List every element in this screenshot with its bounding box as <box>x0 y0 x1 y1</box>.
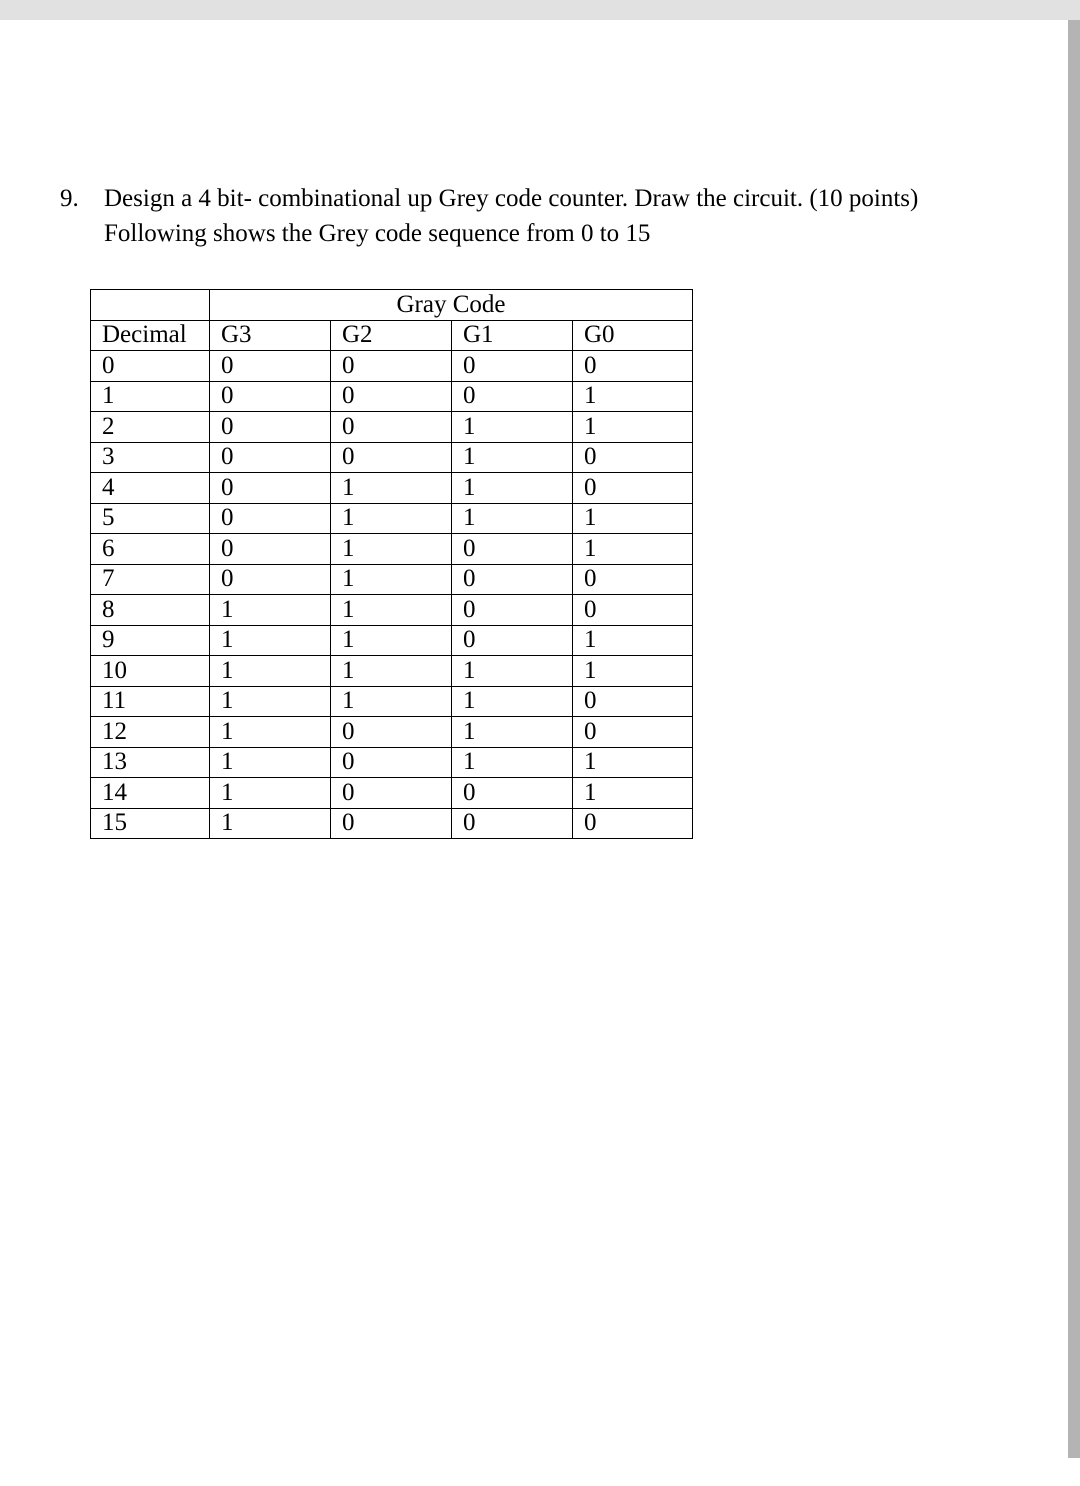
header-g3: G3 <box>210 320 331 351</box>
table-group-header-row <box>91 290 693 321</box>
question-number: 9. <box>60 185 79 212</box>
table-corner-cell <box>91 290 210 321</box>
cell-g3: 0 <box>210 351 331 382</box>
cell-g2: 1 <box>331 686 452 717</box>
table-row <box>91 747 693 778</box>
cell-g0: 1 <box>573 625 693 656</box>
cell-g2: 0 <box>331 717 452 748</box>
cell-g1: 1 <box>452 442 573 473</box>
cell-g1: 0 <box>452 595 573 626</box>
header-g2: G2 <box>331 320 452 351</box>
cell-g3: 1 <box>210 747 331 778</box>
table-row <box>91 686 693 717</box>
gray-code-group-header: Gray Code <box>210 290 693 321</box>
cell-g1: 0 <box>452 808 573 839</box>
cell-g0: 0 <box>573 351 693 382</box>
table-row <box>91 625 693 656</box>
cell-g2: 1 <box>331 595 452 626</box>
cell-g0: 1 <box>573 503 693 534</box>
table-row <box>91 778 693 809</box>
cell-g2: 1 <box>331 564 452 595</box>
cell-g2: 0 <box>331 442 452 473</box>
cell-g2: 1 <box>331 534 452 565</box>
cell-g1: 1 <box>452 747 573 778</box>
cell-decimal: 7 <box>91 564 210 595</box>
table-header-row <box>91 320 693 351</box>
cell-decimal: 5 <box>91 503 210 534</box>
table-row <box>91 564 693 595</box>
cell-decimal: 14 <box>91 778 210 809</box>
table-row <box>91 808 693 839</box>
cell-g0: 1 <box>573 381 693 412</box>
cell-g1: 0 <box>452 778 573 809</box>
cell-g2: 1 <box>331 473 452 504</box>
cell-g2: 0 <box>331 412 452 443</box>
table-row <box>91 473 693 504</box>
cell-decimal: 3 <box>91 442 210 473</box>
cell-g2: 1 <box>331 503 452 534</box>
cell-g0: 0 <box>573 473 693 504</box>
cell-g0: 0 <box>573 442 693 473</box>
cell-g3: 0 <box>210 412 331 443</box>
cell-g1: 1 <box>452 686 573 717</box>
cell-g1: 0 <box>452 351 573 382</box>
cell-g3: 1 <box>210 808 331 839</box>
cell-decimal: 8 <box>91 595 210 626</box>
header-g1: G1 <box>452 320 573 351</box>
cell-decimal: 4 <box>91 473 210 504</box>
right-scrollbar[interactable] <box>1068 20 1080 1458</box>
cell-g1: 0 <box>452 625 573 656</box>
gray-code-table <box>90 289 693 839</box>
cell-g1: 1 <box>452 503 573 534</box>
cell-g3: 1 <box>210 595 331 626</box>
cell-g1: 0 <box>452 564 573 595</box>
table-row <box>91 351 693 382</box>
table-body <box>91 351 693 839</box>
table-row <box>91 534 693 565</box>
header-g0: G0 <box>573 320 693 351</box>
table-row <box>91 412 693 443</box>
cell-decimal: 0 <box>91 351 210 382</box>
cell-g2: 0 <box>331 778 452 809</box>
header-decimal: Decimal <box>91 320 210 351</box>
cell-g1: 1 <box>452 656 573 687</box>
cell-g0: 0 <box>573 686 693 717</box>
cell-g0: 0 <box>573 717 693 748</box>
cell-g1: 1 <box>452 412 573 443</box>
top-border <box>0 0 1080 20</box>
cell-g3: 1 <box>210 778 331 809</box>
cell-decimal: 15 <box>91 808 210 839</box>
cell-g3: 1 <box>210 717 331 748</box>
cell-g3: 1 <box>210 686 331 717</box>
question-text-line-1: Design a 4 bit- combinational up Grey code counter. Draw the circuit. (10 points) <box>104 185 919 212</box>
cell-decimal: 13 <box>91 747 210 778</box>
cell-decimal: 9 <box>91 625 210 656</box>
cell-g3: 0 <box>210 442 331 473</box>
table-row <box>91 717 693 748</box>
cell-g0: 1 <box>573 656 693 687</box>
cell-g3: 0 <box>210 534 331 565</box>
cell-g1: 0 <box>452 381 573 412</box>
cell-g0: 0 <box>573 808 693 839</box>
cell-g2: 0 <box>331 381 452 412</box>
cell-decimal: 6 <box>91 534 210 565</box>
cell-g3: 0 <box>210 503 331 534</box>
cell-g1: 1 <box>452 473 573 504</box>
cell-g0: 1 <box>573 778 693 809</box>
cell-g1: 1 <box>452 717 573 748</box>
cell-g2: 1 <box>331 656 452 687</box>
cell-decimal: 2 <box>91 412 210 443</box>
cell-g3: 1 <box>210 656 331 687</box>
table-row <box>91 442 693 473</box>
table-row <box>91 503 693 534</box>
cell-g2: 0 <box>331 351 452 382</box>
cell-g3: 0 <box>210 381 331 412</box>
cell-decimal: 11 <box>91 686 210 717</box>
table-row <box>91 595 693 626</box>
cell-g2: 0 <box>331 747 452 778</box>
cell-decimal: 12 <box>91 717 210 748</box>
table-row <box>91 381 693 412</box>
cell-g1: 0 <box>452 534 573 565</box>
cell-g0: 0 <box>573 595 693 626</box>
cell-g0: 0 <box>573 564 693 595</box>
cell-g3: 0 <box>210 564 331 595</box>
cell-decimal: 10 <box>91 656 210 687</box>
cell-decimal: 1 <box>91 381 210 412</box>
cell-g0: 1 <box>573 747 693 778</box>
question-text-line-2: Following shows the Grey code sequence from 0 to 15 <box>104 220 651 247</box>
cell-g3: 0 <box>210 473 331 504</box>
cell-g0: 1 <box>573 534 693 565</box>
cell-g2: 1 <box>331 625 452 656</box>
cell-g0: 1 <box>573 412 693 443</box>
cell-g2: 0 <box>331 808 452 839</box>
table-row <box>91 656 693 687</box>
cell-g3: 1 <box>210 625 331 656</box>
